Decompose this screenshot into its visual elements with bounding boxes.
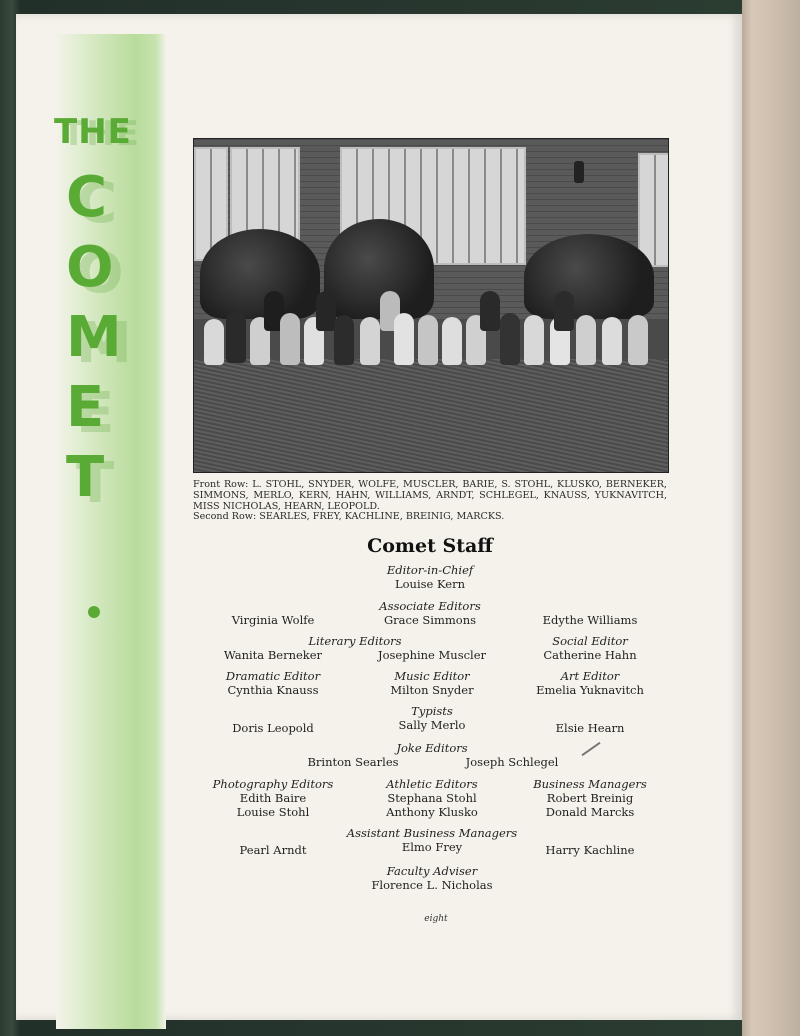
facing-page-edge [742, 0, 800, 1036]
staff-name: Elsie Hearn [555, 721, 625, 735]
business-managers-block [510, 777, 670, 819]
staff-name: Edith Baire [239, 791, 307, 805]
staff-name: Cynthia Knauss [227, 683, 319, 697]
role-label: Faculty Adviser [386, 864, 478, 878]
wall-lamp [574, 161, 584, 183]
role-label: Athletic Editors [386, 777, 478, 791]
editor-in-chief-block [330, 563, 530, 591]
role-label: Business Managers [533, 777, 647, 791]
staff-name: Josephine Muscler [377, 648, 487, 662]
art-editor-block [510, 669, 670, 697]
photo-caption [193, 480, 667, 523]
page-number: eight [424, 914, 448, 924]
role-label: Art Editor [560, 669, 620, 683]
staff-name: Louise Kern [395, 577, 465, 591]
photography-editors-block [193, 777, 353, 819]
staff-name: Sally Merlo [398, 718, 466, 732]
staff-name: Wanita Berneker [223, 648, 323, 662]
masthead-dot [88, 606, 100, 618]
masthead-letter-o: O [66, 235, 114, 300]
role-label: Typists [411, 704, 453, 718]
athletic-editors-block [352, 777, 512, 819]
caption-front-row: Front Row: L. STOHL, SNYDER, WOLFE, MUSCLER, BARIE, S. STOHL, KLUSKO, BERNEKER, SIMMONS, MERLO, KERN, HAHN, WILLIAMS, ARNDT, SCHLEGEL, KNAUSS, YUKNAVITCH, MISS NICHOLAS, HEARN, LEOPOLD. [193, 479, 667, 512]
staff-name: Catherine Hahn [543, 648, 637, 662]
associate-editors-block [330, 599, 530, 627]
role-label: Associate Editors [379, 599, 481, 613]
joke-editors-label: Joke Editors [396, 741, 468, 755]
masthead-letter-t: T [66, 445, 105, 510]
dramatic-editor-block [193, 669, 353, 697]
music-editor-block [352, 669, 512, 697]
staff-name: Emelia Yuknavitch [536, 683, 644, 697]
window [638, 153, 669, 267]
group-of-students [204, 291, 654, 371]
staff-name: Grace Simmons [383, 613, 477, 627]
window [230, 147, 300, 241]
staff-name: Virginia Wolfe [231, 613, 315, 627]
staff-name: Harry Kachline [545, 843, 635, 857]
role-label: Music Editor [394, 669, 470, 683]
staff-name: Florence L. Nicholas [371, 878, 493, 892]
staff-name: Louise Stohl [236, 805, 310, 819]
caption-second-row: Second Row: SEARLES, FREY, KACHLINE, BREINIG, MARCKS. [193, 511, 505, 523]
role-label: Assistant Business Managers [346, 826, 518, 840]
staff-name: Pearl Arndt [239, 843, 307, 857]
masthead-letter-c: C [66, 165, 108, 230]
staff-name: Anthony Klusko [386, 805, 478, 819]
masthead-letter-e: E [66, 375, 105, 440]
faculty-adviser-block [332, 864, 532, 892]
staff-name: Donald Marcks [545, 805, 635, 819]
social-editor-block [510, 634, 670, 662]
masthead-letter-m: M [66, 305, 122, 370]
typists-block [352, 704, 512, 732]
role-label: Editor-in-Chief [386, 563, 474, 577]
literary-editors-label: Literary Editors [308, 634, 402, 648]
staff-name: Doris Leopold [232, 721, 314, 735]
staff-name: Elmo Frey [401, 840, 463, 854]
staff-name: Milton Snyder [390, 683, 474, 697]
masthead-the: THE [54, 112, 132, 152]
role-label: Photography Editors [212, 777, 334, 791]
role-label: Social Editor [552, 634, 628, 648]
staff-name: Edythe Williams [542, 613, 638, 627]
staff-name: Joseph Schlegel [465, 755, 559, 769]
staff-title: Comet Staff [367, 535, 493, 557]
lawn [194, 359, 668, 472]
staff-name: Brinton Searles [307, 755, 399, 769]
staff-name: Robert Breinig [546, 791, 634, 805]
staff-name: Stephana Stohl [387, 791, 477, 805]
role-label: Dramatic Editor [225, 669, 321, 683]
staff-group-photo [193, 138, 669, 473]
